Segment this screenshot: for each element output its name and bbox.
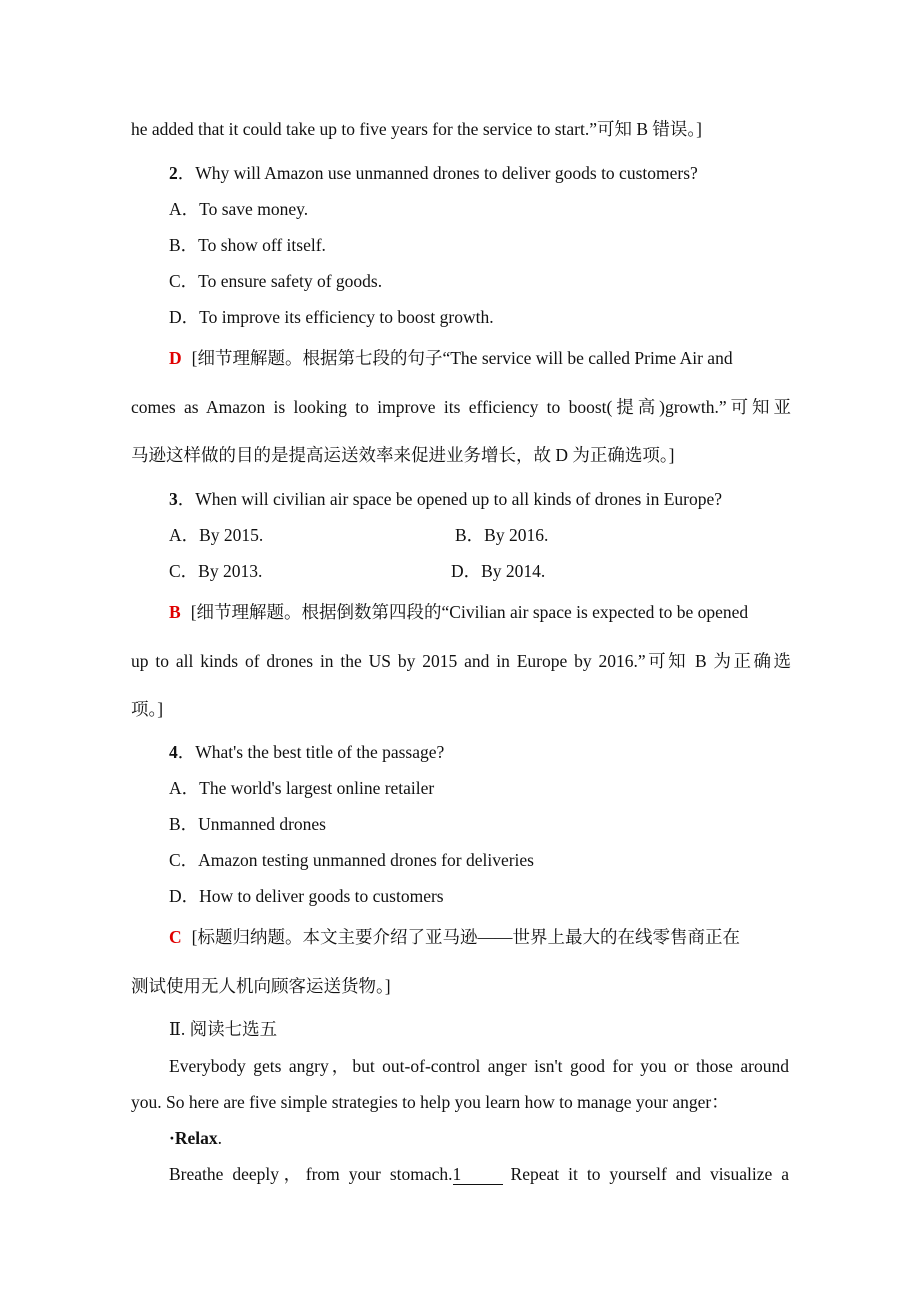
- explanation-text: [细节理解题。根据倒数第四段的“Civilian air space is expected to be opened: [190, 602, 749, 622]
- q3-explanation-line-3: 项。]: [131, 699, 164, 719]
- question-text: ．Why will Amazon use unmanned drones to deliver goods to customers?: [177, 163, 698, 183]
- q2-explanation-line-2: comes as Amazon is looking to improve its efficiency to boost(提高)growth.”可知亚: [131, 397, 791, 417]
- q4-option-d: D．How to deliver goods to customers: [169, 886, 444, 906]
- answer-label: D: [169, 348, 182, 368]
- last-line-start: Breathe deeply，from your stomach.: [169, 1164, 453, 1184]
- intro-line-2: you. So here are five simple strategies to help you learn how to manage your anger：: [131, 1092, 729, 1112]
- q4-option-a: A．The world's largest online retailer: [169, 778, 435, 798]
- last-line: [169, 1162, 789, 1186]
- q3-explanation-line-1: [169, 600, 789, 624]
- bullet-title: Relax: [174, 1128, 218, 1148]
- question-number: 2: [169, 163, 178, 183]
- explanation-text: [标题归纳题。本文主要介绍了亚马逊——世界上最大的在线零售商正在: [191, 927, 740, 947]
- q3-option-d: D．By 2014.: [451, 561, 546, 581]
- explanation-text: [细节理解题。根据第七段的句子“The service will be called Prime Air and: [191, 348, 733, 368]
- question-2: [169, 161, 829, 185]
- q2-option-d: D．To improve its efficiency to boost growth.: [169, 307, 494, 327]
- bullet-period: .: [217, 1128, 222, 1148]
- q2-explanation-line-3: 马逊这样做的目的是提高运送效率来促进业务增长，故 D 为正确选项。]: [131, 445, 675, 465]
- q3-options-row-2: [169, 559, 829, 583]
- q3-option-c: C．By 2013.: [169, 561, 263, 581]
- q3-option-b: B．By 2016.: [455, 525, 549, 545]
- question-4: [169, 740, 829, 764]
- q3-options-row-1: [169, 523, 829, 547]
- q2-option-c: C．To ensure safety of goods.: [169, 271, 383, 291]
- intro-line-1: Everybody gets angry，but out-of-control anger isn't good for you or those around: [169, 1056, 789, 1076]
- question-text: ．When will civilian air space be opened up to all kinds of drones in Europe?: [177, 489, 723, 509]
- answer-label: B: [169, 602, 181, 622]
- bullet-relax: [169, 1126, 829, 1150]
- question-number: 4: [169, 742, 178, 762]
- q2-option-b: B．To show off itself.: [169, 235, 326, 255]
- answer-label: C: [169, 927, 182, 947]
- q3-explanation-line-2: up to all kinds of drones in the US by 2015 and in Europe by 2016.”可知 B 为正确选: [131, 651, 791, 671]
- question-number: 3: [169, 489, 178, 509]
- q3-option-a: A．By 2015.: [169, 525, 264, 545]
- q4-explanation-line-1: [169, 925, 789, 949]
- q2-option-a: A．To save money.: [169, 199, 309, 219]
- q2-explanation-line-1: [169, 346, 789, 370]
- blank-1: 1: [453, 1164, 503, 1185]
- q4-explanation-line-2: 测试使用无人机向顾客运送货物。]: [131, 976, 391, 996]
- q4-option-b: B．Unmanned drones: [169, 814, 326, 834]
- question-text: ．What's the best title of the passage?: [177, 742, 445, 762]
- bullet-mark: ·: [169, 1128, 175, 1148]
- section-heading: Ⅱ. 阅读七选五: [169, 1019, 278, 1039]
- prev-explanation-end: he added that it could take up to five years for the service to start.”可知 B 错误。]: [131, 119, 703, 139]
- question-3: [169, 487, 829, 511]
- q4-option-c: C．Amazon testing unmanned drones for deliveries: [169, 850, 534, 870]
- last-line-end: Repeat it to yourself and visualize a: [510, 1164, 789, 1184]
